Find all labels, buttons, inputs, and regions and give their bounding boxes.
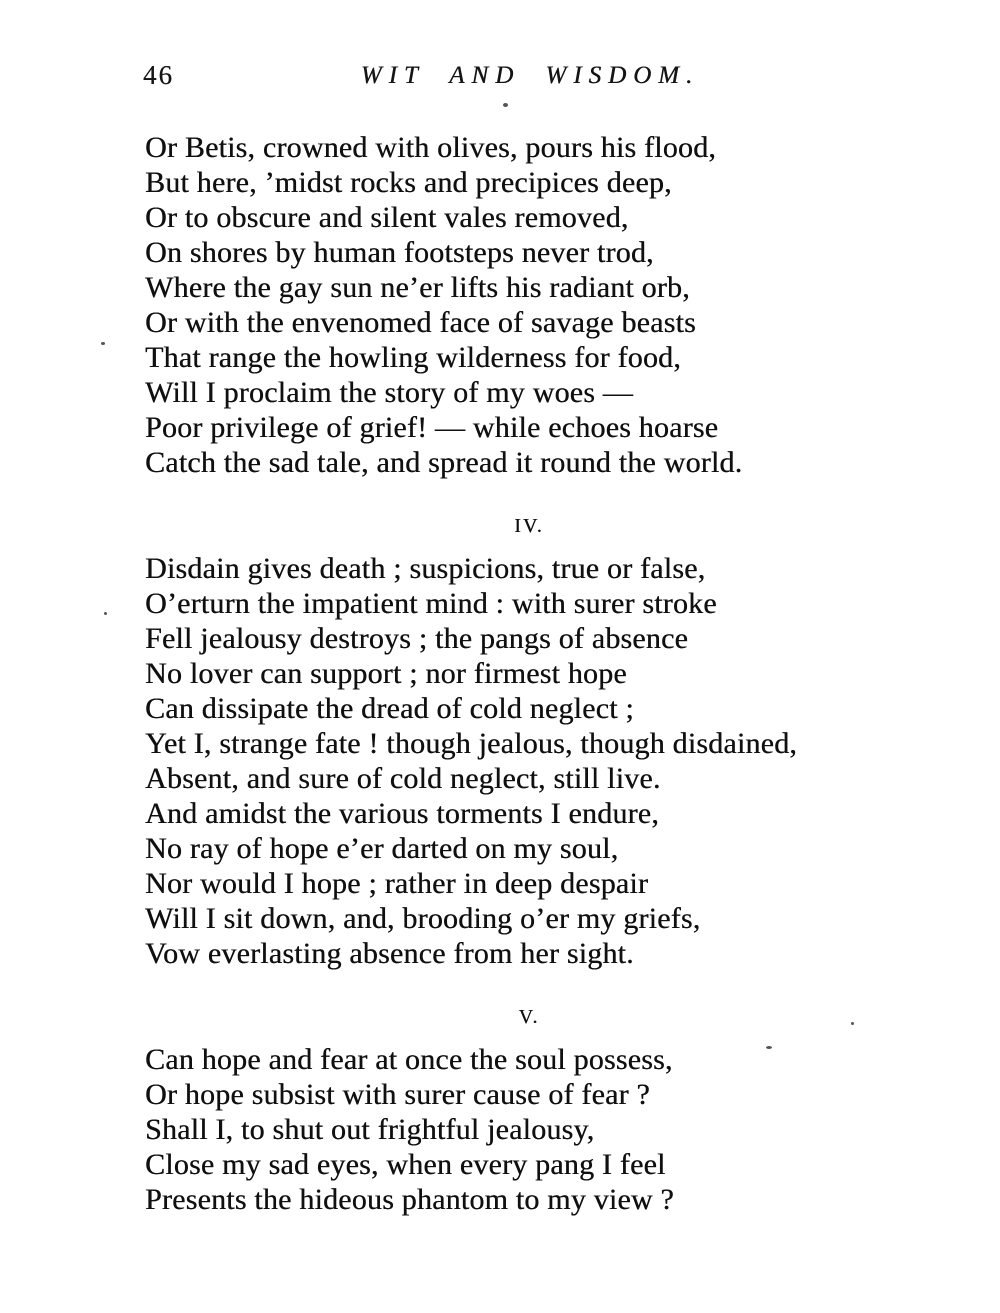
ink-speck (104, 612, 107, 615)
section-heading: V. (518, 1006, 540, 1028)
ink-speck (851, 1022, 854, 1025)
poem-line: Can hope and fear at once the soul possess, (145, 1043, 673, 1076)
poem-line: Or with the envenomed face of savage beasts (145, 306, 696, 339)
poem-line: Presents the hideous phantom to my view ? (145, 1183, 674, 1216)
running-title: WIT AND WISDOM. (360, 62, 700, 89)
stanza (145, 1042, 913, 1217)
poem-line: Or to obscure and silent vales removed, (145, 201, 629, 234)
ink-speck (503, 103, 508, 107)
ink-speck (766, 1046, 772, 1049)
poem-line: Or Betis, crowned with olives, pours his flood, (145, 131, 717, 164)
stanza (145, 551, 913, 971)
poem-line: Close my sad eyes, when every pang I feel (145, 1148, 666, 1181)
poem-line: O’erturn the impatient mind : with surer stroke (145, 587, 717, 620)
poem-line: On shores by human footsteps never trod, (145, 236, 654, 269)
poem-line: Or hope subsist with surer cause of fear ? (145, 1078, 650, 1111)
poem-line: Yet I, strange fate ! though jealous, though disdained, (145, 727, 798, 760)
section-heading: IV. (514, 515, 544, 537)
poem-line: Where the gay sun ne’er lifts his radiant orb, (145, 271, 690, 304)
poem-line: Catch the sad tale, and spread it round the world. (145, 446, 743, 479)
poem-line: Will I proclaim the story of my woes — (145, 376, 633, 409)
poem-line: That range the howling wilderness for food, (145, 341, 681, 374)
page-number: 46 (143, 60, 174, 90)
poem-line: But here, ’midst rocks and precipices deep, (145, 166, 672, 199)
poem-line: Absent, and sure of cold neglect, still live. (145, 762, 661, 795)
poem (145, 130, 913, 1217)
poem-line: Fell jealousy destroys ; the pangs of absence (145, 622, 689, 655)
poem-line: Shall I, to shut out frightful jealousy, (145, 1113, 595, 1146)
poem-line: Will I sit down, and, brooding o’er my griefs, (145, 902, 701, 935)
poem-line: No ray of hope e’er darted on my soul, (145, 832, 619, 865)
poem-line: Vow everlasting absence from her sight. (145, 937, 634, 970)
poem-line: Poor privilege of grief! — while echoes hoarse (145, 411, 719, 444)
poem-line: No lover can support ; nor firmest hope (145, 657, 627, 690)
stanza (145, 130, 913, 480)
poem-line: And amidst the various torments I endure, (145, 797, 659, 830)
poem-line: Can dissipate the dread of cold neglect ; (145, 692, 634, 725)
poem-line: Disdain gives death ; suspicions, true or false, (145, 552, 706, 585)
poem-line: Nor would I hope ; rather in deep despair (145, 867, 649, 900)
ink-speck (101, 342, 105, 345)
